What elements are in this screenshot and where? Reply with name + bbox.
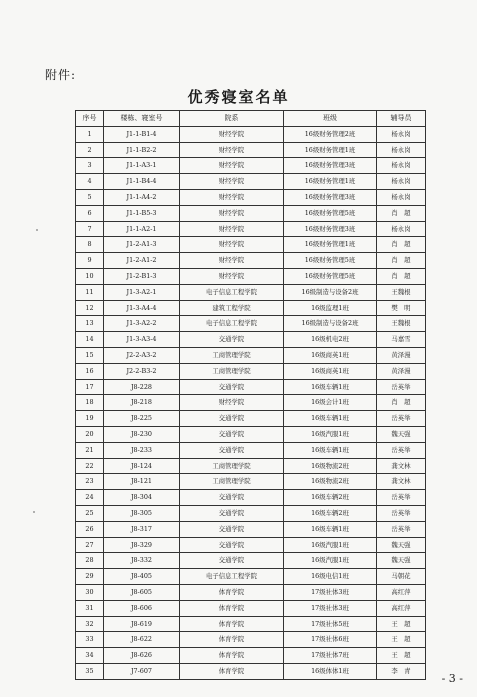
cell-tutor: 王魏根	[377, 316, 426, 332]
cell-class: 16级制造与设备2班	[284, 284, 377, 300]
cell-index: 24	[76, 490, 104, 506]
cell-tutor: 王 超	[377, 632, 426, 648]
cell-college: 财经学院	[180, 268, 284, 284]
cell-index: 34	[76, 648, 104, 664]
table-row	[76, 458, 426, 474]
cell-tutor: 肖 超	[377, 237, 426, 253]
cell-index: 6	[76, 205, 104, 221]
cell-college: 工商管理学院	[180, 474, 284, 490]
cell-room: J1-1-A3-1	[104, 158, 180, 174]
cell-college: 工商管理学院	[180, 363, 284, 379]
cell-college: 交通学院	[180, 426, 284, 442]
cell-college: 财经学院	[180, 221, 284, 237]
cell-college: 财经学院	[180, 142, 284, 158]
cell-tutor: 魏天强	[377, 426, 426, 442]
cell-room: J1-1-B4-4	[104, 174, 180, 190]
header-tutor: 辅导员	[377, 111, 426, 127]
cell-room: J2-2-B3-2	[104, 363, 180, 379]
cell-class: 16级财务管理3班	[284, 221, 377, 237]
cell-index: 35	[76, 663, 104, 679]
cell-class: 16级车辆1班	[284, 442, 377, 458]
cell-class: 16级车辆2班	[284, 505, 377, 521]
cell-class: 16级车辆2班	[284, 490, 377, 506]
cell-room: J1-2-A1-3	[104, 237, 180, 253]
cell-class: 16级财务管理1班	[284, 174, 377, 190]
cell-college: 交通学院	[180, 521, 284, 537]
cell-index: 1	[76, 126, 104, 142]
cell-tutor: 魏天强	[377, 553, 426, 569]
cell-college: 交通学院	[180, 553, 284, 569]
cell-room: J8-124	[104, 458, 180, 474]
cell-tutor: 岳英举	[377, 411, 426, 427]
cell-room: J1-3-A3-4	[104, 332, 180, 348]
table-row	[76, 253, 426, 269]
cell-index: 8	[76, 237, 104, 253]
cell-room: J1-1-B1-4	[104, 126, 180, 142]
scan-speck	[33, 511, 35, 513]
table-row	[76, 158, 426, 174]
cell-room: J7-607	[104, 663, 180, 679]
table-row	[76, 505, 426, 521]
cell-tutor: 杨永岗	[377, 158, 426, 174]
cell-index: 22	[76, 458, 104, 474]
cell-room: J1-2-B1-3	[104, 268, 180, 284]
cell-tutor: 肖 超	[377, 268, 426, 284]
cell-index: 32	[76, 616, 104, 632]
cell-index: 11	[76, 284, 104, 300]
cell-college: 体育学院	[180, 616, 284, 632]
cell-index: 15	[76, 347, 104, 363]
cell-college: 电子信息工程学院	[180, 284, 284, 300]
cell-index: 4	[76, 174, 104, 190]
cell-tutor: 王 超	[377, 648, 426, 664]
cell-index: 19	[76, 411, 104, 427]
cell-class: 17级社体3班	[284, 600, 377, 616]
table-row	[76, 363, 426, 379]
cell-tutor: 高红萍	[377, 600, 426, 616]
table-row	[76, 648, 426, 664]
cell-college: 交通学院	[180, 442, 284, 458]
cell-college: 交通学院	[180, 332, 284, 348]
cell-college: 交通学院	[180, 505, 284, 521]
cell-class: 16级物流2班	[284, 458, 377, 474]
table-row	[76, 126, 426, 142]
table-row	[76, 142, 426, 158]
cell-class: 16级财务管理5班	[284, 268, 377, 284]
cell-room: J8-305	[104, 505, 180, 521]
cell-index: 28	[76, 553, 104, 569]
table-row	[76, 584, 426, 600]
cell-college: 工商管理学院	[180, 458, 284, 474]
table-row	[76, 268, 426, 284]
table-row	[76, 521, 426, 537]
table-row	[76, 237, 426, 253]
cell-index: 31	[76, 600, 104, 616]
cell-college: 电子信息工程学院	[180, 316, 284, 332]
cell-index: 12	[76, 300, 104, 316]
cell-college: 财经学院	[180, 126, 284, 142]
cell-tutor: 李 青	[377, 663, 426, 679]
cell-index: 17	[76, 379, 104, 395]
cell-class: 16级体体1班	[284, 663, 377, 679]
cell-tutor: 岳英举	[377, 379, 426, 395]
cell-tutor: 高红萍	[377, 584, 426, 600]
cell-college: 财经学院	[180, 189, 284, 205]
table-row	[76, 174, 426, 190]
cell-index: 26	[76, 521, 104, 537]
cell-class: 16级汽服1班	[284, 426, 377, 442]
table-row	[76, 205, 426, 221]
cell-room: J8-218	[104, 395, 180, 411]
cell-index: 23	[76, 474, 104, 490]
cell-index: 33	[76, 632, 104, 648]
cell-college: 财经学院	[180, 253, 284, 269]
cell-tutor: 岳英举	[377, 442, 426, 458]
cell-index: 20	[76, 426, 104, 442]
cell-room: J8-619	[104, 616, 180, 632]
cell-college: 交通学院	[180, 537, 284, 553]
dormitory-table	[75, 110, 426, 680]
cell-college: 建筑工程学院	[180, 300, 284, 316]
cell-college: 体育学院	[180, 648, 284, 664]
cell-tutor: 肖 超	[377, 395, 426, 411]
cell-index: 10	[76, 268, 104, 284]
cell-tutor: 王魏根	[377, 284, 426, 300]
table-row	[76, 411, 426, 427]
cell-class: 17级社体5班	[284, 616, 377, 632]
cell-class: 16级机电2班	[284, 332, 377, 348]
header-index: 序号	[76, 111, 104, 127]
cell-college: 电子信息工程学院	[180, 569, 284, 585]
table-row	[76, 379, 426, 395]
cell-class: 16级车辆1班	[284, 411, 377, 427]
cell-class: 16级车辆1班	[284, 521, 377, 537]
cell-room: J8-332	[104, 553, 180, 569]
cell-tutor: 肖 超	[377, 205, 426, 221]
cell-class: 16级财务管理3班	[284, 158, 377, 174]
page-number: - 3 -	[441, 672, 463, 685]
cell-room: J2-2-A3-2	[104, 347, 180, 363]
header-college: 院系	[180, 111, 284, 127]
cell-tutor: 杨永岗	[377, 189, 426, 205]
cell-college: 体育学院	[180, 600, 284, 616]
cell-room: J8-225	[104, 411, 180, 427]
cell-room: J8-405	[104, 569, 180, 585]
cell-room: J1-3-A4-4	[104, 300, 180, 316]
cell-tutor: 岳英举	[377, 490, 426, 506]
table-row	[76, 316, 426, 332]
cell-index: 29	[76, 569, 104, 585]
cell-tutor: 马朝花	[377, 569, 426, 585]
table-row	[76, 442, 426, 458]
cell-index: 16	[76, 363, 104, 379]
cell-tutor: 岳英举	[377, 521, 426, 537]
table-row	[76, 347, 426, 363]
cell-college: 财经学院	[180, 395, 284, 411]
cell-tutor: 魏天强	[377, 537, 426, 553]
cell-tutor: 龚文林	[377, 458, 426, 474]
cell-college: 工商管理学院	[180, 347, 284, 363]
cell-class: 16级财务管理2班	[284, 126, 377, 142]
table-row	[76, 332, 426, 348]
table-header-row	[76, 111, 426, 127]
header-class: 班级	[284, 111, 377, 127]
cell-room: J1-1-A4-2	[104, 189, 180, 205]
cell-index: 25	[76, 505, 104, 521]
table-row	[76, 426, 426, 442]
cell-tutor: 岳英举	[377, 505, 426, 521]
cell-index: 7	[76, 221, 104, 237]
cell-tutor: 肖 超	[377, 253, 426, 269]
table-row	[76, 600, 426, 616]
cell-tutor: 黄泽漫	[377, 363, 426, 379]
cell-room: J8-626	[104, 648, 180, 664]
cell-class: 16级汽服1班	[284, 553, 377, 569]
cell-tutor: 马嘉雪	[377, 332, 426, 348]
table-row	[76, 284, 426, 300]
cell-tutor: 王 超	[377, 616, 426, 632]
table-row	[76, 474, 426, 490]
cell-tutor: 龚文林	[377, 474, 426, 490]
table-row	[76, 395, 426, 411]
cell-index: 18	[76, 395, 104, 411]
cell-room: J8-121	[104, 474, 180, 490]
table-row	[76, 663, 426, 679]
cell-room: J8-230	[104, 426, 180, 442]
cell-class: 16级财务管理5班	[284, 253, 377, 269]
cell-index: 9	[76, 253, 104, 269]
cell-index: 5	[76, 189, 104, 205]
cell-room: J1-2-A1-2	[104, 253, 180, 269]
cell-class: 16级电信1班	[284, 569, 377, 585]
table-row	[76, 632, 426, 648]
table-row	[76, 189, 426, 205]
cell-college: 交通学院	[180, 379, 284, 395]
cell-index: 14	[76, 332, 104, 348]
cell-room: J1-1-B5-3	[104, 205, 180, 221]
cell-tutor: 樊 明	[377, 300, 426, 316]
table-row	[76, 569, 426, 585]
cell-class: 16级财务管理5班	[284, 205, 377, 221]
cell-room: J8-329	[104, 537, 180, 553]
cell-index: 3	[76, 158, 104, 174]
attachment-label: 附件:	[45, 68, 77, 82]
cell-index: 2	[76, 142, 104, 158]
cell-tutor: 杨永岗	[377, 142, 426, 158]
table-body	[76, 126, 426, 679]
cell-class: 17级社体7班	[284, 648, 377, 664]
cell-class: 16级财务管理1班	[284, 142, 377, 158]
cell-college: 财经学院	[180, 205, 284, 221]
cell-college: 体育学院	[180, 584, 284, 600]
cell-college: 交通学院	[180, 411, 284, 427]
cell-room: J8-317	[104, 521, 180, 537]
cell-class: 16级商英1班	[284, 363, 377, 379]
cell-tutor: 杨永岗	[377, 174, 426, 190]
scan-speck	[36, 229, 38, 231]
cell-index: 27	[76, 537, 104, 553]
cell-room: J1-3-A2-1	[104, 284, 180, 300]
cell-class: 16级监理1班	[284, 300, 377, 316]
table-row	[76, 490, 426, 506]
cell-room: J8-606	[104, 600, 180, 616]
cell-room: J1-3-A2-2	[104, 316, 180, 332]
cell-index: 21	[76, 442, 104, 458]
table-row	[76, 221, 426, 237]
cell-room: J8-233	[104, 442, 180, 458]
table-row	[76, 300, 426, 316]
cell-index: 30	[76, 584, 104, 600]
table-row	[76, 537, 426, 553]
cell-room: J1-1-B2-2	[104, 142, 180, 158]
header-room: 楼栋、寝室号	[104, 111, 180, 127]
cell-college: 交通学院	[180, 490, 284, 506]
cell-tutor: 杨永岗	[377, 126, 426, 142]
cell-room: J1-1-A2-1	[104, 221, 180, 237]
cell-class: 16级制造与设备2班	[284, 316, 377, 332]
cell-college: 体育学院	[180, 663, 284, 679]
cell-college: 财经学院	[180, 174, 284, 190]
document-title: 优秀寝室名单	[187, 88, 290, 106]
cell-college: 体育学院	[180, 632, 284, 648]
cell-tutor: 杨永岗	[377, 221, 426, 237]
table-row	[76, 553, 426, 569]
cell-class: 16级物流2班	[284, 474, 377, 490]
cell-class: 16级商英1班	[284, 347, 377, 363]
cell-index: 13	[76, 316, 104, 332]
cell-room: J8-304	[104, 490, 180, 506]
cell-tutor: 黄泽漫	[377, 347, 426, 363]
cell-room: J8-228	[104, 379, 180, 395]
cell-class: 16级会计1班	[284, 395, 377, 411]
cell-room: J8-605	[104, 584, 180, 600]
cell-class: 17级社体6班	[284, 632, 377, 648]
cell-class: 16级汽服1班	[284, 537, 377, 553]
cell-room: J8-622	[104, 632, 180, 648]
cell-class: 16级财务管理1班	[284, 237, 377, 253]
cell-college: 财经学院	[180, 158, 284, 174]
cell-college: 财经学院	[180, 237, 284, 253]
table-row	[76, 616, 426, 632]
cell-class: 16级财务管理3班	[284, 189, 377, 205]
cell-class: 16级车辆1班	[284, 379, 377, 395]
cell-class: 17级社体3班	[284, 584, 377, 600]
